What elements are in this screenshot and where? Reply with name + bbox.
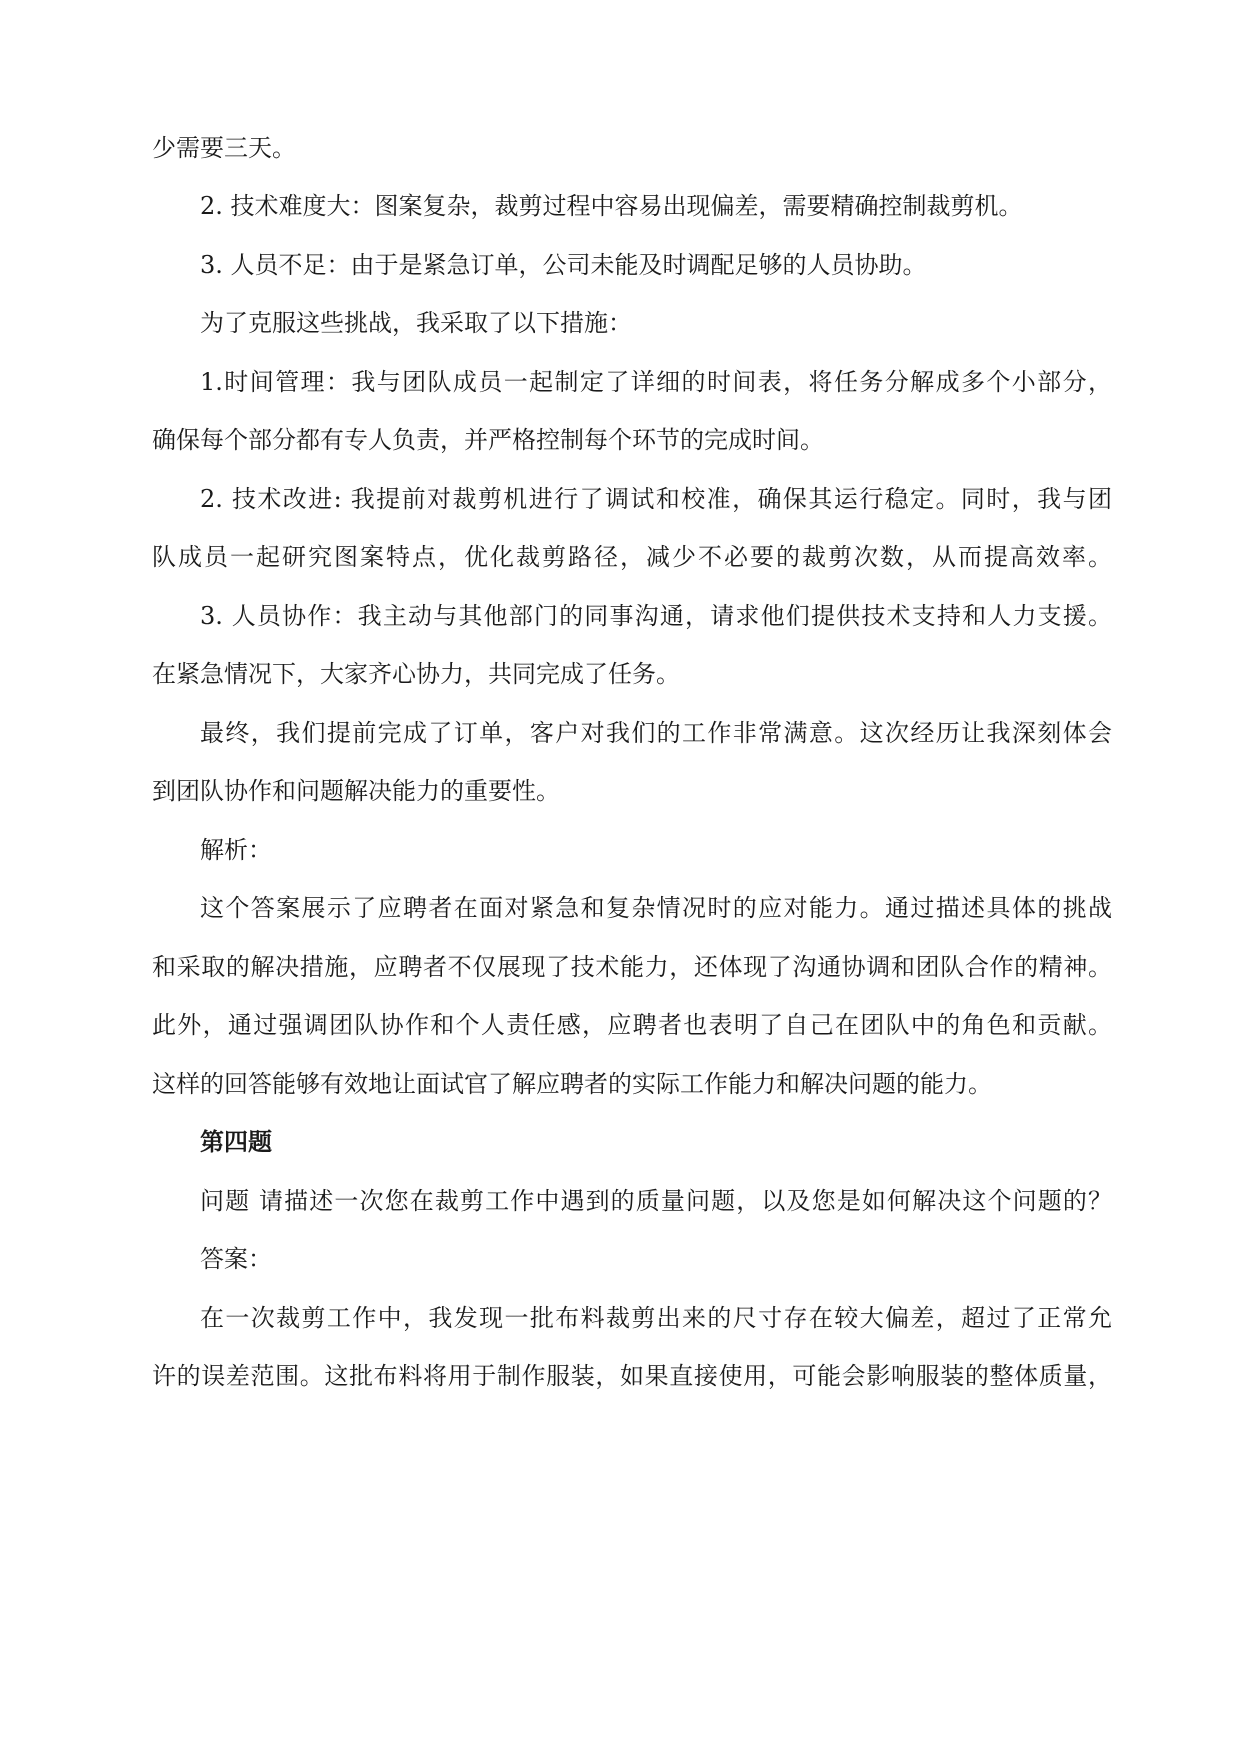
paragraph-line: 和采取的解决措施，应聘者不仅展现了技术能力，还体现了沟通协调和团队合作的精神。 <box>152 953 1112 981</box>
paragraph-line: 许的误差范围。这批布料将用于制作服装，如果直接使用，可能会影响服装的整体质量， <box>152 1362 1112 1390</box>
paragraph-line: 在紧急情况下，大家齐心协力，共同完成了任务。 <box>152 660 680 688</box>
paragraph-line: 这个答案展示了应聘者在面对紧急和复杂情况时的应对能力。通过描述具体的挑战 <box>200 894 1112 922</box>
paragraph-line: 问题 请描述一次您在裁剪工作中遇到的质量问题，以及您是如何解决这个问题的？ <box>200 1187 1112 1215</box>
paragraph-line: 这样的回答能够有效地让面试官了解应聘者的实际工作能力和解决问题的能力。 <box>152 1070 992 1098</box>
paragraph-line: 2. 技术难度大：图案复杂，裁剪过程中容易出现偏差，需要精确控制裁剪机。 <box>200 192 1023 220</box>
paragraph-line: 到团队协作和问题解决能力的重要性。 <box>152 777 560 805</box>
section-heading: 第四题 <box>200 1127 272 1156</box>
paragraph-line: 最终，我们提前完成了订单，客户对我们的工作非常满意。这次经历让我深刻体会 <box>200 719 1112 747</box>
paragraph-line: 答案： <box>200 1245 272 1273</box>
paragraph-line: 确保每个部分都有专人负责，并严格控制每个环节的完成时间。 <box>152 426 824 454</box>
paragraph-line: 队成员一起研究图案特点，优化裁剪路径，减少不必要的裁剪次数，从而提高效率。 <box>152 543 1112 571</box>
paragraph-line: 在一次裁剪工作中，我发现一批布料裁剪出来的尺寸存在较大偏差，超过了正常允 <box>200 1304 1112 1332</box>
paragraph-line: 2. 技术改进: 我提前对裁剪机进行了调试和校准，确保其运行稳定。同时，我与团 <box>200 485 1112 513</box>
paragraph-line: 3. 人员协作：我主动与其他部门的同事沟通，请求他们提供技术支持和人力支援。 <box>200 602 1112 630</box>
paragraph-line: 3. 人员不足：由于是紧急订单，公司未能及时调配足够的人员协助。 <box>200 251 927 279</box>
paragraph-line: 为了克服这些挑战，我采取了以下措施： <box>200 309 632 337</box>
paragraph-line: 1.时间管理：我与团队成员一起制定了详细的时间表，将任务分解成多个小部分， <box>200 368 1112 396</box>
paragraph-line: 少需要三天。 <box>152 134 296 162</box>
paragraph-line: 此外，通过强调团队协作和个人责任感，应聘者也表明了自己在团队中的角色和贡献。 <box>152 1011 1112 1039</box>
paragraph-line: 解析： <box>200 836 272 864</box>
